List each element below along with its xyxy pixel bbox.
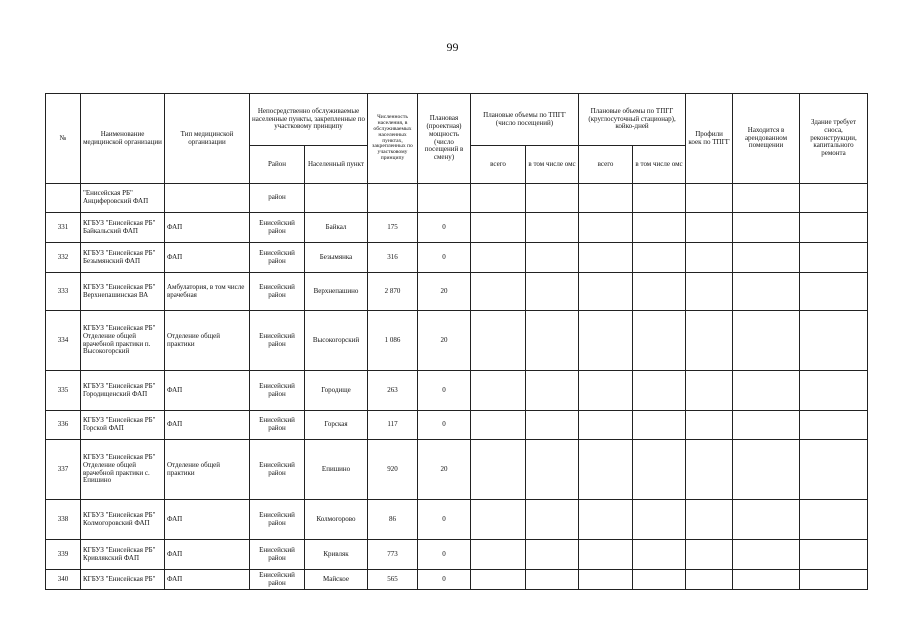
empty-cell — [686, 213, 733, 243]
empty-cell — [733, 184, 800, 213]
empty-cell — [526, 500, 579, 540]
row-number: 337 — [46, 440, 81, 500]
empty-cell — [733, 213, 800, 243]
row-district: Енисейский район — [250, 243, 305, 273]
row-type — [165, 184, 250, 213]
empty-cell — [800, 184, 868, 213]
empty-cell — [633, 273, 686, 311]
row-organization: КГБУЗ "Енисейская РБ" — [81, 570, 165, 590]
row-population: 565 — [368, 570, 418, 590]
page-number: 99 — [446, 40, 459, 54]
empty-cell — [633, 184, 686, 213]
row-settlement: Горская — [305, 411, 368, 440]
table-row — [46, 311, 868, 371]
row-type: ФАП — [165, 570, 250, 590]
empty-cell — [800, 540, 868, 570]
row-population: 773 — [368, 540, 418, 570]
col-header-type: Тип медицинской организации — [165, 94, 250, 184]
empty-cell — [800, 213, 868, 243]
row-settlement: Колмогорово — [305, 500, 368, 540]
empty-cell — [526, 273, 579, 311]
row-settlement: Епишино — [305, 440, 368, 500]
table-row — [46, 570, 868, 590]
col-header-beds-total: всего — [579, 146, 633, 184]
row-settlement — [305, 184, 368, 213]
empty-cell — [800, 371, 868, 411]
col-header-visits-total: всего — [471, 146, 526, 184]
row-district: Енисейский район — [250, 570, 305, 590]
row-capacity: 0 — [418, 371, 471, 411]
empty-cell — [633, 570, 686, 590]
row-number: 336 — [46, 411, 81, 440]
row-number: 333 — [46, 273, 81, 311]
empty-cell — [526, 243, 579, 273]
empty-cell — [686, 570, 733, 590]
col-header-profiles: Профили коек по ТПГГ — [686, 94, 733, 184]
table-row — [46, 184, 868, 213]
col-header-visits-oms: в том числе омс — [526, 146, 579, 184]
empty-cell — [471, 411, 526, 440]
empty-cell — [733, 440, 800, 500]
row-type: Амбулатория, в том числе врачебная — [165, 273, 250, 311]
row-number: 335 — [46, 371, 81, 411]
row-number: 338 — [46, 500, 81, 540]
row-population: 316 — [368, 243, 418, 273]
row-number: 339 — [46, 540, 81, 570]
empty-cell — [471, 440, 526, 500]
row-settlement: Безымянка — [305, 243, 368, 273]
empty-cell — [471, 570, 526, 590]
row-district: Енисейский район — [250, 213, 305, 243]
row-capacity: 20 — [418, 273, 471, 311]
col-header-capacity: Плановая (проектная) мощность (число посещений в смену) — [418, 94, 471, 184]
empty-cell — [686, 440, 733, 500]
row-district: Енисейский район — [250, 540, 305, 570]
row-population — [368, 184, 418, 213]
row-capacity: 0 — [418, 411, 471, 440]
row-type: Отделение общей практики — [165, 311, 250, 371]
empty-cell — [633, 311, 686, 371]
empty-cell — [686, 371, 733, 411]
empty-cell — [686, 273, 733, 311]
empty-cell — [633, 411, 686, 440]
row-type: ФАП — [165, 243, 250, 273]
empty-cell — [733, 411, 800, 440]
empty-cell — [471, 184, 526, 213]
empty-cell — [633, 371, 686, 411]
empty-cell — [526, 540, 579, 570]
empty-cell — [800, 273, 868, 311]
row-district: Енисейский район — [250, 500, 305, 540]
row-type: Отделение общей практики — [165, 440, 250, 500]
row-type: ФАП — [165, 411, 250, 440]
empty-cell — [733, 243, 800, 273]
empty-cell — [733, 500, 800, 540]
row-number — [46, 184, 81, 213]
table-row — [46, 440, 868, 500]
row-organization: "Енисейская РБ" Анциферовский ФАП — [81, 184, 165, 213]
row-district: Енисейский район — [250, 273, 305, 311]
row-district: район — [250, 184, 305, 213]
row-population: 117 — [368, 411, 418, 440]
empty-cell — [579, 500, 633, 540]
row-organization: КГБУЗ "Енисейская РБ" Отделение общей врачебной практики с. Епишино — [81, 440, 165, 500]
row-capacity: 0 — [418, 570, 471, 590]
empty-cell — [579, 243, 633, 273]
col-header-org: Наименование медицинской организации — [81, 94, 165, 184]
row-organization: КГБУЗ "Енисейская РБ" Городищенский ФАП — [81, 371, 165, 411]
row-population: 175 — [368, 213, 418, 243]
empty-cell — [686, 184, 733, 213]
row-population: 86 — [368, 500, 418, 540]
row-district: Енисейский район — [250, 311, 305, 371]
col-header-tpgg-visits: Плановые объемы по ТПГГ (число посещений) — [471, 94, 579, 146]
empty-cell — [733, 273, 800, 311]
table-row — [46, 371, 868, 411]
empty-cell — [686, 500, 733, 540]
empty-cell — [579, 540, 633, 570]
row-type: ФАП — [165, 371, 250, 411]
row-organization: КГБУЗ "Енисейская РБ" Колмогоровский ФАП — [81, 500, 165, 540]
row-type: ФАП — [165, 213, 250, 243]
empty-cell — [526, 213, 579, 243]
col-header-repair: Здание требует сноса, реконструкции, капитального ремонта — [800, 94, 868, 184]
table-row — [46, 500, 868, 540]
col-header-tpgg-beds: Плановые объемы по ТПГГ (круглосуточный стационар), койко-дней — [579, 94, 686, 146]
row-settlement: Майское — [305, 570, 368, 590]
facilities-table — [45, 93, 868, 590]
col-header-beds-oms: в том числе омс — [633, 146, 686, 184]
row-type: ФАП — [165, 540, 250, 570]
row-settlement: Высокогорский — [305, 311, 368, 371]
empty-cell — [471, 500, 526, 540]
row-organization: КГБУЗ "Енисейская РБ" Байкальский ФАП — [81, 213, 165, 243]
col-header-settlement: Населенный пункт — [305, 146, 368, 184]
empty-cell — [633, 213, 686, 243]
table-row — [46, 243, 868, 273]
empty-cell — [633, 540, 686, 570]
table-row — [46, 213, 868, 243]
col-header-rented: Находится в арендованном помещении — [733, 94, 800, 184]
empty-cell — [800, 411, 868, 440]
empty-cell — [686, 311, 733, 371]
empty-cell — [471, 540, 526, 570]
row-population: 920 — [368, 440, 418, 500]
table-row — [46, 411, 868, 440]
table-row — [46, 273, 868, 311]
empty-cell — [471, 243, 526, 273]
empty-cell — [579, 411, 633, 440]
row-capacity: 0 — [418, 540, 471, 570]
empty-cell — [526, 440, 579, 500]
empty-cell — [579, 273, 633, 311]
empty-cell — [686, 243, 733, 273]
empty-cell — [733, 371, 800, 411]
empty-cell — [633, 440, 686, 500]
row-type: ФАП — [165, 500, 250, 540]
row-settlement: Кривляк — [305, 540, 368, 570]
row-settlement: Верхнепашино — [305, 273, 368, 311]
empty-cell — [526, 184, 579, 213]
empty-cell — [579, 570, 633, 590]
row-district: Енисейский район — [250, 440, 305, 500]
row-capacity: 20 — [418, 311, 471, 371]
row-settlement: Городище — [305, 371, 368, 411]
table-row — [46, 540, 868, 570]
empty-cell — [686, 411, 733, 440]
empty-cell — [579, 311, 633, 371]
empty-cell — [800, 500, 868, 540]
empty-cell — [800, 311, 868, 371]
row-organization: КГБУЗ "Енисейская РБ" Горской ФАП — [81, 411, 165, 440]
empty-cell — [633, 243, 686, 273]
empty-cell — [800, 243, 868, 273]
header-row-top — [46, 94, 868, 146]
row-population: 1 086 — [368, 311, 418, 371]
empty-cell — [526, 371, 579, 411]
empty-cell — [579, 213, 633, 243]
row-organization: КГБУЗ "Енисейская РБ" Верхнепашинская ВА — [81, 273, 165, 311]
empty-cell — [633, 500, 686, 540]
row-organization: КГБУЗ "Енисейская РБ" Отделение общей врачебной практики п. Высокогорский — [81, 311, 165, 371]
empty-cell — [733, 540, 800, 570]
row-number: 331 — [46, 213, 81, 243]
row-capacity: 20 — [418, 440, 471, 500]
empty-cell — [686, 540, 733, 570]
empty-cell — [800, 440, 868, 500]
col-header-served: Непосредственно обслуживаемые населенные пункты, закрепленные по участковому принципу — [250, 94, 368, 146]
empty-cell — [579, 184, 633, 213]
row-capacity — [418, 184, 471, 213]
col-header-district: Район — [250, 146, 305, 184]
col-header-num: № — [46, 94, 81, 184]
row-settlement: Байкал — [305, 213, 368, 243]
empty-cell — [579, 371, 633, 411]
row-capacity: 0 — [418, 213, 471, 243]
row-number: 334 — [46, 311, 81, 371]
row-organization: КГБУЗ "Енисейская РБ" Безымянский ФАП — [81, 243, 165, 273]
row-organization: КГБУЗ "Енисейская РБ" Кривлякский ФАП — [81, 540, 165, 570]
empty-cell — [579, 440, 633, 500]
row-population: 263 — [368, 371, 418, 411]
empty-cell — [471, 311, 526, 371]
row-capacity: 0 — [418, 243, 471, 273]
empty-cell — [526, 411, 579, 440]
col-header-population: Численность населения, в обслуживаемых населенных пунктах, закрепленных по участковому принципу — [368, 94, 418, 184]
empty-cell — [733, 311, 800, 371]
row-population: 2 870 — [368, 273, 418, 311]
empty-cell — [526, 311, 579, 371]
row-number: 340 — [46, 570, 81, 590]
row-capacity: 0 — [418, 500, 471, 540]
row-district: Енисейский район — [250, 371, 305, 411]
empty-cell — [800, 570, 868, 590]
empty-cell — [471, 213, 526, 243]
empty-cell — [526, 570, 579, 590]
empty-cell — [733, 570, 800, 590]
row-number: 332 — [46, 243, 81, 273]
empty-cell — [471, 371, 526, 411]
row-district: Енисейский район — [250, 411, 305, 440]
empty-cell — [471, 273, 526, 311]
